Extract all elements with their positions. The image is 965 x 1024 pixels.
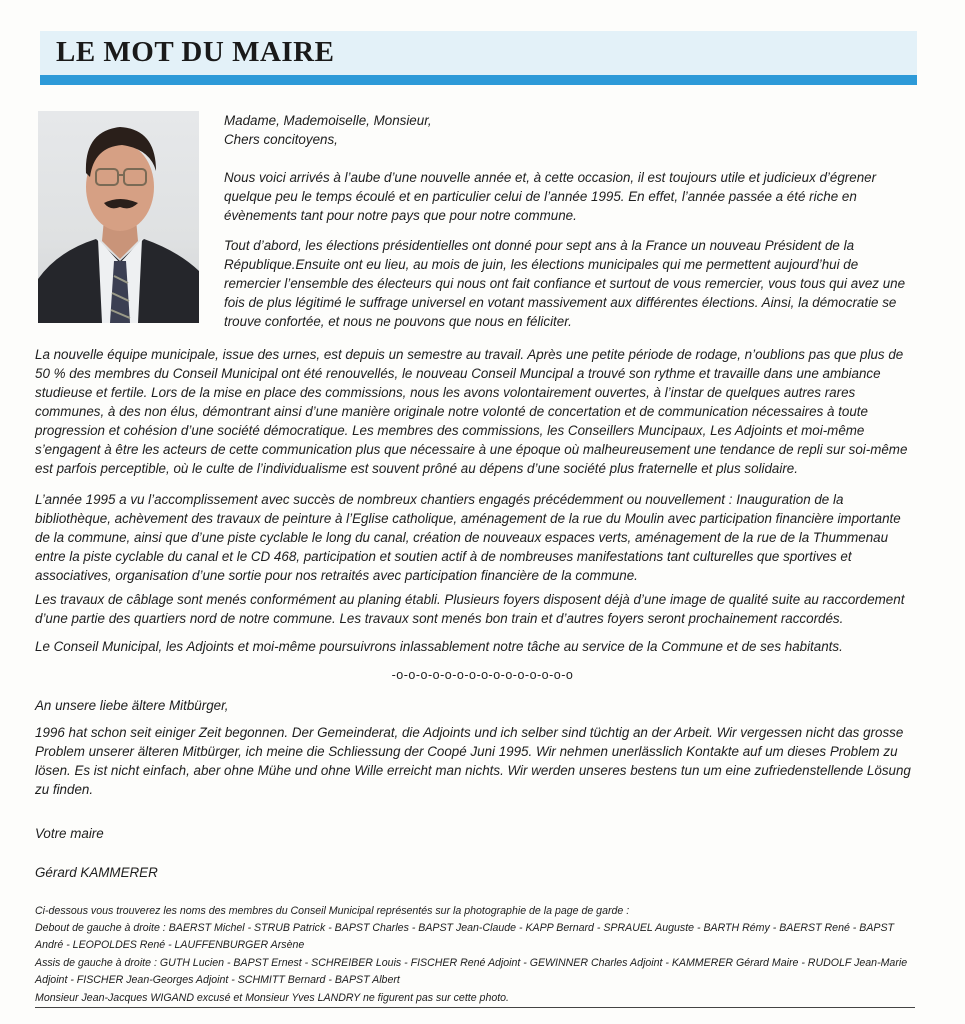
paragraph-intro: Nous voici arrivés à l’aube d’une nouvelle année et, à cette occasion, il est toujours utile et judicieux d’égrener quelque peu le temps écoulé et en particulier celui de l’année 1995. En effet, l’année passée a été riche en évènements tant pour notre pays que pour notre commune. <box>224 170 877 223</box>
paragraph-conclusion: Le Conseil Municipal, les Adjoints et moi-même poursuivrons inlassablement notre tâche au service de la Commune et de ses habitants. <box>35 639 843 654</box>
page-title: LE MOT DU MAIRE <box>56 36 335 68</box>
title-underline <box>40 75 917 85</box>
section-separator: -o-o-o-o-o-o-o-o-o-o-o-o-o-o-o <box>391 668 574 682</box>
caption-absent-members: Monsieur Jean-Jacques WIGAND excusé et Monsieur Yves LANDRY ne figurent pas sur cette photo. <box>35 992 510 1004</box>
mayor-signature: Gérard KAMMERER <box>35 865 158 880</box>
paragraph-achievements: L’année 1995 a vu l’accomplissement avec succès de nombreux chantiers engagés précédemment ou nouvellement : Inauguration de la bibliothèque, achèvement des travaux de peinture à l’Eglise catholique, aménagement de la rue du Moulin avec participation financière importante de la commune, ainsi que d’une piste cyclable le long du canal, création de nouveaux espaces verts, aménagement de la rue de la Thummenau entre la piste cyclable du canal et le CD 468, participation et soutien actif à de nombreuses manifestations tant culturelles que sportives et associatives, organisation d’une sortie pour nos retraités avec participation financière de la commune. <box>35 492 901 583</box>
closing-line: Votre maire <box>35 826 104 841</box>
paragraph-municipal-team: La nouvelle équipe municipale, issue des urnes, est depuis un semestre au travail. Après une petite période de rodage, n’oublions pas que plus de 50 % des membres du Conseil Municipal ont été renouvellés, le nouveau Conseil Muncipal a trouvé son rythme et travaille dans une ambiance studieuse et fertile. Lors de la mise en place des commissions, nous les avons volontairement ouvertes, à l’instar de quelques autres rares communes, à des non élus, démontrant ainsi d’une manière originale notre volonté de concertation et de communication nécessaires à toute progression et cohésion d’une société démocratique. Les membres des commissions, les Conseillers Muncipaux, Les Adjoints et moi-même s’engagent à être les acteurs de cette communication plus que nécessaire à une époque où malheureusement une tendance de repli sur soi-même est parfois perceptible, où le culte de l’individualisme est souvent prôné au dépens d’une société plus fraternelle et plus solidaire. <box>35 347 908 476</box>
paragraph-elections: Tout d’abord, les élections présidentielles ont donné pour sept ans à la France un nouveau Président de la République.Ensuite ont eu lieu, au mois de juin, les élections municipales qui me permettent aujourd’hui de remercier l’ensemble des électeurs qui nous ont fait confiance et surtout de vous remercier, vous tous qui avez une fois de plus légitimé le suffrage universel en votant massivement aux différentes élections. Ainsi, la démocratie se trouve confortée, et nous ne pouvons que nous en féliciter. <box>224 238 906 329</box>
caption-intro: Ci-dessous vous trouverez les noms des membres du Conseil Municipal représentés sur la photographie de la page de garde : <box>35 905 630 917</box>
caption-seated-members: Assis de gauche à droite : GUTH Lucien - BAPST Ernest - SCHREIBER Louis - FISCHER René Adjoint - GEWINNER Charles Adjoint - KAMMERER Gérard Maire - RUDOLF Jean-Marie Adjoint - FISCHER Jean-Georges Adjoint - SCHMITT Bernard - BAPST Albert <box>35 957 908 986</box>
portrait-icon <box>38 111 199 323</box>
paragraph-cabling: Les travaux de câblage sont menés conformément au planing établi. Plusieurs foyers disposent déjà d’une image de qualité suite au raccordement d’une partie des quartiers nord de notre commune. Les travaux sont menés bon train et d’autres foyers seront prochainement raccordés. <box>35 592 905 626</box>
salutation-line-2: Chers concitoyens, <box>224 132 338 147</box>
german-paragraph: 1996 hat schon seit einiger Zeit begonnen. Der Gemeinderat, die Adjoints und ich selber sind tüchtig an der Arbeit. Wir vergessen nicht das grosse Problem unserer älteren Mitbürger, ich meine die Schliessung der Coopé Juni 1995. Wir nehmen unerlässlich Kontakte auf um dieses Problem zu lösen. Es ist nicht einfach, aber ohne Mühe und ohne Wille erreicht man nichts. Wir werden unseres bestens tun um eine zufriedenstellende Lösung zu finden. <box>35 725 911 797</box>
title-banner <box>40 31 917 75</box>
caption-standing-members: Debout de gauche à droite : BAERST Michel - STRUB Patrick - BAPST Charles - BAPST Jean-Claude - KAPP Bernard - SPRAUEL Auguste - BARTH Rémy - BAERST René - BAPST André - LEOPOLDES René - LAUFFENBURGER Arsène <box>35 922 895 951</box>
mayor-portrait-photo <box>38 111 199 323</box>
salutation-line-1: Madame, Mademoiselle, Monsieur, <box>224 113 432 128</box>
bottom-divider <box>35 1007 915 1008</box>
german-salutation: An unsere liebe ältere Mitbürger, <box>35 698 229 713</box>
